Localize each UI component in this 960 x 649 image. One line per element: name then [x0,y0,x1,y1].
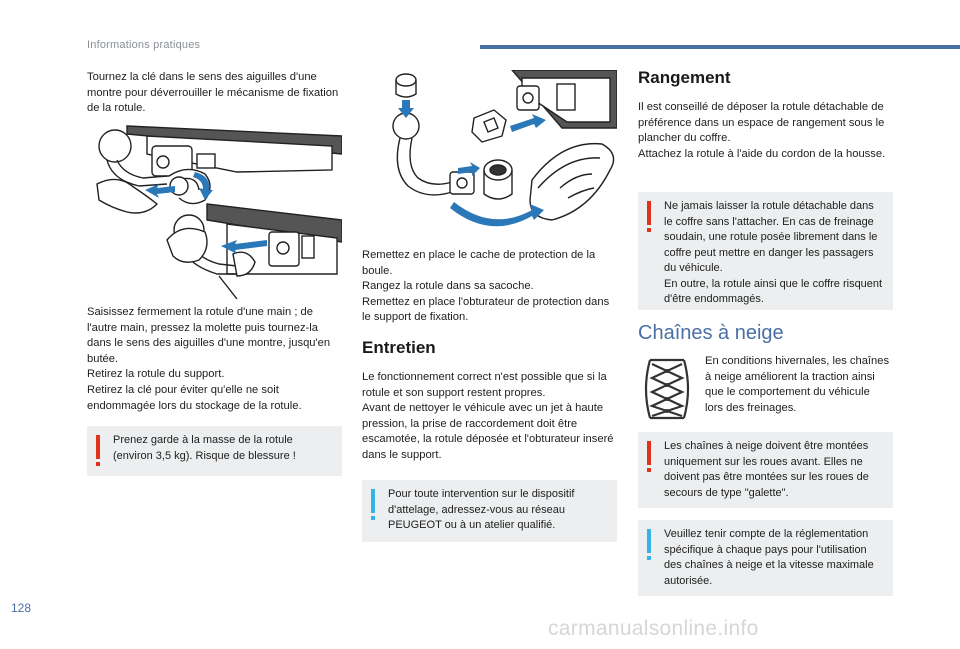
col2-info-text: Pour toute intervention sur le dispositif d'attelage, adressez-vous au réseau PEUGEOT ou à un atelier qualifié. [388,488,575,531]
page-number: 128 [11,601,32,615]
chains-info-box [638,520,893,596]
col1-warning-box [87,426,342,476]
chains-warning-text: Les chaînes à neige doivent être montées uniquement sur les roues avant. Elles ne doivent pas être montées sur les roues de secours de type "galette". [664,440,869,499]
snow-chain-icon [640,354,694,424]
towbar-unlock-illustration [87,124,342,299]
col1-warning-text: Prenez garde à la masse de la rotule (environ 3,5 kg). Risque de blessure ! [113,434,296,462]
col2-info-box [362,480,617,542]
warning-marker-icon [647,201,651,225]
chains-heading: Chaînes à neige [638,322,784,344]
header-bar [480,45,960,49]
storage-heading: Rangement [638,68,731,87]
col1-para: Saisissez fermement la rotule d'une main ; de l'autre main, pressez la molette puis tournez-la dans le sens des aiguilles d'une montre, jusqu'en butée. Retirez la rotule du support. Retirez la clé pour éviter qu'elle ne soit endommagée lors du stockage de la rotule. [87,306,331,412]
chains-intro: En conditions hivernales, les chaînes à neige améliorent la traction ainsi que le comportement du véhicule lors des freinages. [705,355,890,414]
col2-maintenance: Le fonctionnement correct n'est possible que si la rotule et son support restent propres. Avant de nettoyer le véhicule avec un jet à haute pression, la prise de raccordement doit être escamotée, la rotule déposée et l'obturateur inseré dans le support. [362,371,614,461]
header-title: Informations pratiques [87,39,201,51]
col3-warning-text: Ne jamais laisser la rotule détachable dans le coffre sans l'attacher. En cas de freinage soudain, une rotule posée librement dans le coffre peut mettre en danger les passagers du véhicule. En outre, la rotule ainsi que le coffre risquent d'être endommagés. [664,200,883,305]
towbar-storage-illustration [362,70,617,240]
col1-intro: Tournez la clé dans le sens des aiguilles d'une montre pour déverrouiller le mécanisme de fixation de la rotule. [87,71,339,115]
col3-storage: Il est conseillé de déposer la rotule détachable de préférence dans un espace de rangement sous le plancher du coffre. Attachez la rotule à l'aide du cordon de la housse. [638,101,886,160]
chains-info-text: Veuillez tenir compte de la réglementation spécifique à chaque pays pour l'utilisation des chaînes à neige et la vitesse maximale autorisée. [664,528,874,587]
col3-warning-box [638,192,893,310]
info-marker-icon [371,489,375,513]
chains-warning-box [638,432,893,508]
warning-marker-icon [96,435,100,459]
watermark: carmanualsonline.info [548,617,759,640]
maintenance-heading: Entretien [362,338,436,357]
warning-marker-icon [647,441,651,465]
info-marker-icon [647,529,651,553]
col2-para: Remettez en place le cache de protection de la boule. Rangez la rotule dans sa sacoche. Remettez en place l'obturateur de protection dans le support de fixation. [362,249,610,324]
